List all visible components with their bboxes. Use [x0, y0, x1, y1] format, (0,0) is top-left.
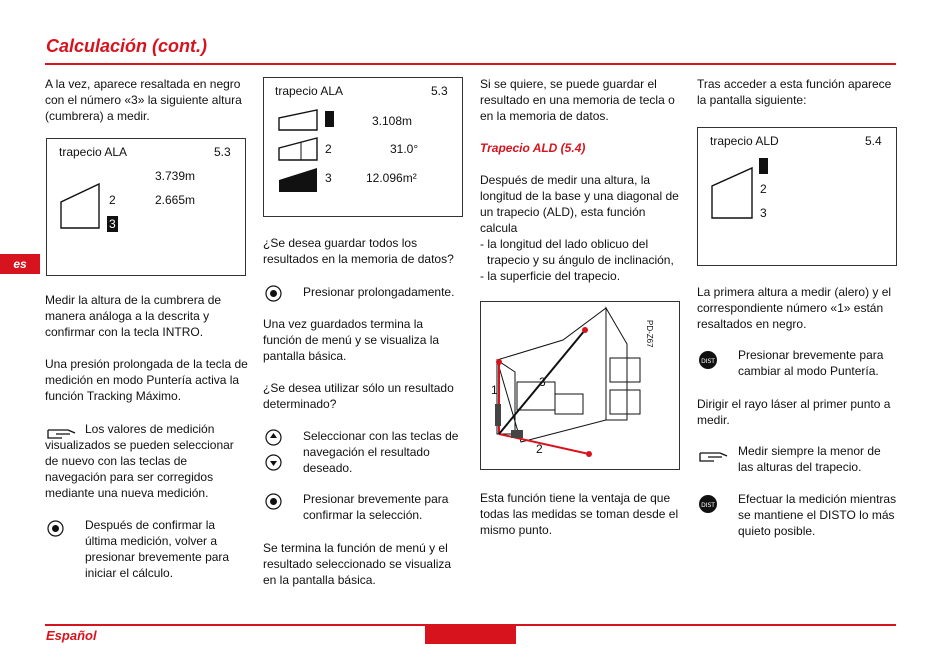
col3-list2: - la superficie del trapecio.	[480, 269, 621, 283]
col3-intro: Si se quiere, se puede guardar el resultado en una memoria de tecla o en la memoria de datos.	[480, 77, 675, 123]
display-code: 5.3	[431, 84, 448, 98]
display-ala-1	[46, 138, 246, 276]
svg-text:DIST: DIST	[701, 358, 715, 365]
column-4-para2	[697, 396, 897, 428]
column-1-tip	[85, 517, 245, 581]
column-1-note	[45, 421, 250, 501]
figure-label-1: 1	[491, 383, 498, 397]
col4-step2: Efectuar la medición mientras se mantiene el DISTO lo más quieto posible.	[738, 492, 897, 538]
display-value-3: 12.096m²	[366, 171, 417, 185]
col3-list1b: trapecio y su ángulo de inclinación,	[487, 253, 674, 267]
col2-step3: Presionar brevemente para confirmar la selección.	[303, 492, 449, 522]
display-name: trapecio ALD	[710, 134, 779, 148]
house-figure	[480, 301, 680, 470]
svg-text:DIST: DIST	[701, 502, 715, 509]
col1-intro: A la vez, aparece resaltada en negro con el número «3» la siguiente altura (cumbrera) a medir.	[45, 77, 242, 123]
navigation-down-icon	[265, 454, 282, 471]
col3-list1: - la longitud del lado oblicuo del	[480, 237, 649, 251]
column-2-para2	[263, 540, 463, 588]
col4-intro: Tras acceder a esta función aparece la pantalla siguiente:	[697, 77, 892, 107]
measure-key-icon	[265, 285, 282, 302]
column-2-para1	[263, 316, 463, 364]
display-num-2: 2	[109, 193, 116, 207]
col1-para1: Medir la altura de la cumbrera de manera análoga a la descrita y confirmar con la tecla INTRO.	[45, 293, 222, 339]
display-name: trapecio ALA	[275, 84, 344, 98]
dist-key-icon	[697, 494, 719, 514]
display-num-3: 3	[760, 206, 767, 220]
footer-language: Español	[46, 628, 97, 643]
display-value-2: 31.0°	[390, 142, 419, 156]
col4-step1: Presionar brevemente para cambiar al modo Puntería.	[738, 348, 884, 378]
measure-key-icon	[265, 493, 282, 510]
column-4-para1	[697, 284, 897, 332]
dist-key-icon	[697, 350, 719, 370]
display-num-2: 2	[325, 142, 332, 156]
col2-step2: Seleccionar con las teclas de navegación el resultado deseado.	[303, 429, 459, 475]
col3-para1: Después de medir una altura, la longitud de la base y una diagonal de un trapecio (ALD), esta función calcula	[480, 173, 679, 235]
column-1-text-2	[45, 356, 250, 404]
column-3-intro	[480, 76, 680, 124]
col2-para1: Una vez guardados termina la función de menú y se visualiza la pantalla básica.	[263, 317, 440, 363]
display-num-2: 2	[760, 182, 767, 196]
display-num-3: 3	[109, 217, 116, 231]
column-2-q1	[263, 235, 463, 267]
column-3-para1	[480, 172, 680, 284]
column-1	[45, 76, 245, 124]
column-1-text	[45, 292, 250, 340]
trapezoid-ald-icon	[710, 156, 772, 220]
col2-para2: Se termina la función de menú y el resultado seleccionado se visualiza en la pantalla básica.	[263, 541, 452, 587]
col4-para1: La primera altura a medir (alero) y el correspondiente número «1» están resaltados en negro.	[697, 285, 892, 331]
display-value-1: 3.739m	[155, 169, 196, 183]
trapezoid-icon	[59, 182, 103, 230]
display-ald	[697, 127, 897, 266]
language-tab: es	[0, 254, 40, 274]
footer-page-tab	[425, 626, 516, 644]
col1-tip: Después de confirmar la última medición, volver a presionar brevemente para iniciar el cálculo.	[85, 518, 230, 580]
hand-pointer-icon	[698, 447, 730, 465]
figure-label-3: 3	[539, 375, 546, 389]
col4-para2: Dirigir el rayo láser al primer punto a medir.	[697, 397, 891, 427]
display-value-2: 2.665m	[155, 193, 196, 207]
col1-note: Los valores de medición visualizados se pueden seleccionar de nuevo con las teclas de navegación para ser corregidos mediante una nueva medición.	[45, 422, 234, 500]
col2-q2: ¿Se desea utilizar sólo un resultado determinado?	[263, 381, 454, 411]
page-title: Calculación (cont.)	[46, 36, 208, 56]
header-rule	[45, 63, 896, 65]
measure-key-icon	[47, 520, 64, 537]
section-subtitle: Trapecio ALD (5.4)	[480, 141, 586, 155]
col4-note: Medir siempre la menor de las alturas del trapecio.	[738, 444, 881, 474]
col2-q1: ¿Se desea guardar todos los resultados en la memoria de datos?	[263, 236, 454, 266]
navigation-up-icon	[265, 429, 282, 446]
display-code: 5.4	[865, 134, 882, 148]
col3-para2: Esta función tiene la ventaja de que todas las medidas se toman desde el mismo punto.	[480, 491, 679, 537]
column-3-para2	[480, 490, 685, 538]
column-4-intro	[697, 76, 897, 108]
trapezoid-steps-icon	[277, 108, 339, 194]
figure-label-2: 2	[536, 442, 543, 456]
figure-code: PD-Z67	[645, 320, 654, 348]
display-name: trapecio ALA	[59, 145, 128, 159]
display-num-3: 3	[325, 171, 332, 185]
display-code: 5.3	[214, 145, 231, 159]
col1-para2: Una presión prolongada de la tecla de medición en modo Puntería activa la función Tracking Máximo.	[45, 357, 248, 403]
display-value-1: 3.108m	[372, 114, 413, 128]
display-ala-2	[263, 77, 463, 217]
col2-step1: Presionar prolongadamente.	[303, 285, 455, 299]
column-2-q2	[263, 380, 463, 412]
